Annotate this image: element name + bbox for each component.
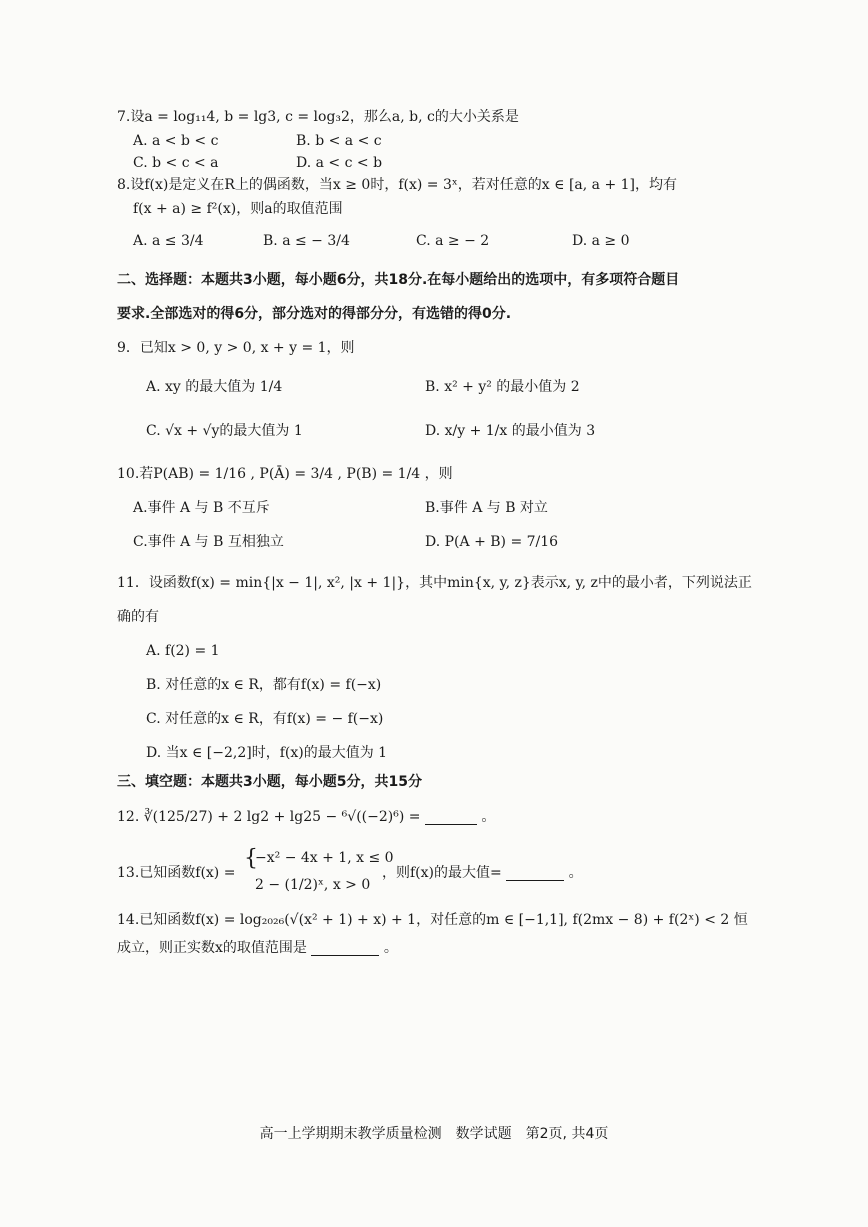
q9-option-d: D. x/y + 1/x 的最小值为 3: [425, 423, 596, 439]
q14-line2: 成立，则正实数x的取值范围是: [117, 940, 307, 956]
q14-answer-blank: [311, 941, 379, 956]
q7-option-c: C. b < c < a: [133, 155, 219, 171]
section2-heading-line2: 要求.全部选对的得6分，部分选对的得部分分，有选错的得0分.: [117, 306, 512, 322]
q14-line1: 14.已知函数f(x) = log₂₀₂₆(√(x² + 1) + x) + 1，对任意的m ∈ [−1,1], f(2mx − 8) + f(2ˣ) < 2 恒: [117, 912, 748, 928]
q9-stem: 9．已知x > 0, y > 0, x + y = 1，则: [117, 340, 355, 356]
q11-option-d: D. 当x ∈ [−2,2]时，f(x)的最大值为 1: [146, 745, 388, 761]
q9-option-c: C. √x + √y的最大值为 1: [146, 423, 303, 439]
q12-line: [117, 810, 495, 825]
q11-option-a: A. f(2) = 1: [146, 643, 220, 659]
q11-option-b: B. 对任意的x ∈ R，都有f(x) = f(−x): [146, 677, 382, 693]
q8-option-c: C. a ≥ − 2: [416, 233, 490, 249]
q7-option-b: B. b < a < c: [296, 133, 382, 149]
q11-stem-line1: 11．设函数f(x) = min{|x − 1|, x², |x + 1|}，其中min{x, y, z}表示x, y, z中的最小者，下列说法正: [117, 575, 752, 591]
q12-end-mark: 。: [481, 809, 496, 825]
q10-stem: 10.若P(AB) = 1/16 , P(Ā) = 3/4 , P(B) = 1/4 ，则: [117, 466, 453, 482]
q10-option-b: B.事件 A 与 B 对立: [425, 500, 548, 516]
q13-answer-blank: [506, 866, 564, 881]
q9-option-a: A. xy 的最大值为 1/4: [146, 379, 283, 395]
q13-case2: 2 − (1/2)ˣ, x > 0: [255, 877, 371, 893]
q8-option-b: B. a ≤ − 3/4: [263, 233, 350, 249]
page-footer: 高一上学期期末教学质量检测 数学试题 第2页, 共4页: [259, 1126, 609, 1142]
q7-stem: 7.设a = log₁₁4, b = lg3, c = log₃2，那么a, b, c的大小关系是: [117, 109, 519, 125]
q8-stem-line1: 8.设f(x)是定义在R上的偶函数，当x ≥ 0时，f(x) = 3ˣ，若对任意的x ∈ [a, a + 1]，均有: [117, 177, 678, 193]
q14-line2-row: [117, 941, 398, 956]
q12-expression: 12. ∛(125/27) + 2 lg2 + lg25 − ⁶√((−2)⁶) =: [117, 809, 421, 825]
q13-brace: {: [244, 846, 258, 871]
q14-end-mark: 。: [383, 940, 398, 956]
q7-option-d: D. a < c < b: [296, 155, 383, 171]
q8-option-a: A. a ≤ 3/4: [133, 233, 204, 249]
q11-stem-line2: 确的有: [117, 609, 159, 625]
q9-option-b: B. x² + y² 的最小值为 2: [425, 379, 580, 395]
q7-option-a: A. a < b < c: [133, 133, 219, 149]
q10-option-c: C.事件 A 与 B 互相独立: [133, 534, 284, 550]
section2-heading-line1: 二、选择题：本题共3小题，每小题6分，共18分.在每小题给出的选项中，有多项符合题目: [117, 272, 680, 288]
q13-tail-line: [382, 866, 583, 881]
q13-tail: ，则f(x)的最大值=: [382, 865, 502, 881]
q11-option-c: C. 对任意的x ∈ R，有f(x) = − f(−x): [146, 711, 384, 727]
q13-case1: −x² − 4x + 1, x ≤ 0: [255, 850, 394, 866]
q13-lead: 13.已知函数f(x) =: [117, 865, 236, 881]
q8-option-d: D. a ≥ 0: [572, 233, 630, 249]
q10-option-a: A.事件 A 与 B 不互斥: [133, 500, 270, 516]
section3-heading: 三、填空题：本题共3小题，每小题5分，共15分: [117, 774, 422, 790]
q8-stem-line2: f(x + a) ≥ f²(x)，则a的取值范围: [133, 201, 343, 217]
q13-end-mark: 。: [568, 865, 583, 881]
q10-option-d: D. P(A + B) = 7/16: [425, 534, 559, 550]
q12-answer-blank: [425, 810, 477, 825]
